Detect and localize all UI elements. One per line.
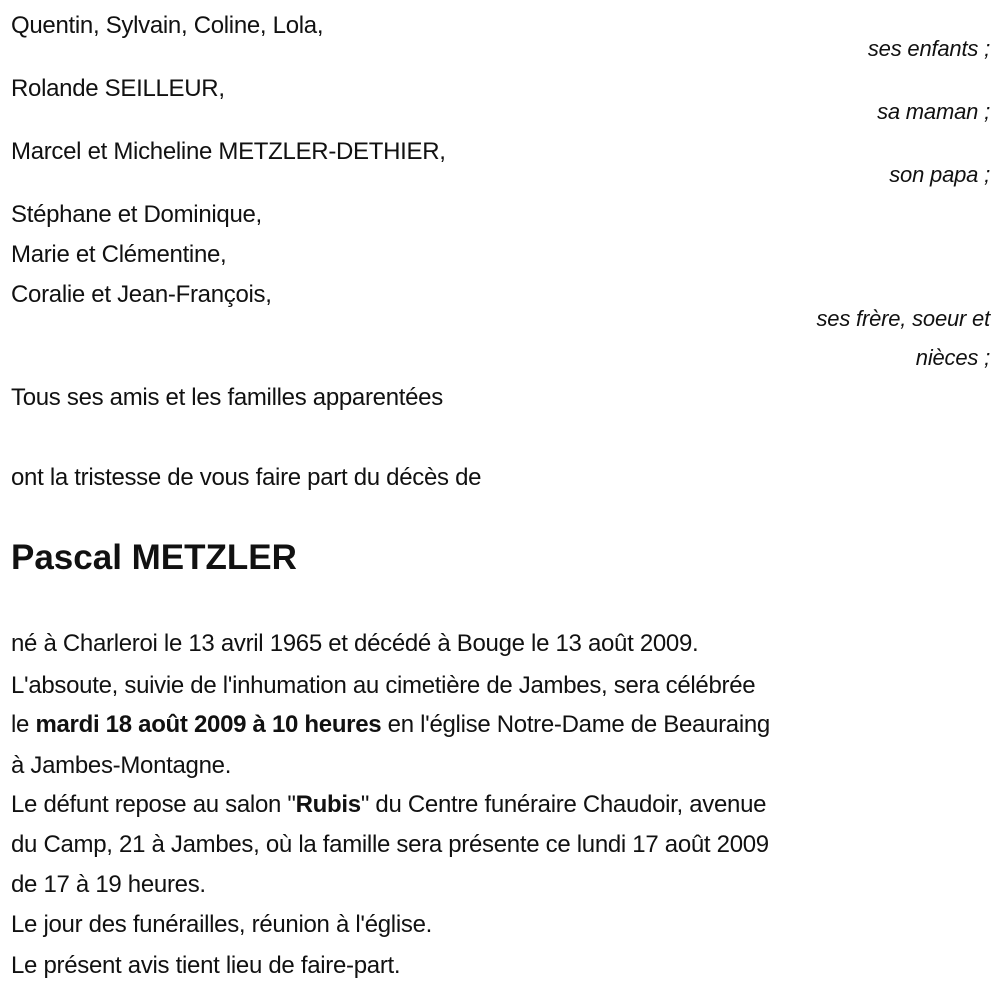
friends-line: Tous ses amis et les familles apparentées [11,384,443,411]
father-role: son papa ; [889,162,990,187]
father-names: Marcel et Micheline METZLER-DETHIER, [11,138,446,165]
sibling-name: Marie et Clémentine, [11,241,227,268]
deceased-name: Pascal METZLER [11,538,297,577]
address-line: du Camp, 21 à Jambes, où la famille sera présente ce lundi 17 août 2009 [11,831,769,858]
visiting-hours: de 17 à 19 heures. [11,871,206,898]
sibling-name: Coralie et Jean-François, [11,281,272,308]
ceremony-line [11,711,770,739]
mother-name: Rolande SEILLEUR, [11,75,225,102]
ceremony-suffix: en l'église Notre-Dame de Beauraing [381,711,770,738]
repose-suffix: " du Centre funéraire Chaudoir, avenue [360,791,767,818]
announcement: ont la tristesse de vous faire part du décès de [11,464,482,491]
repose-prefix: Le défunt repose au salon " [11,791,296,818]
sibling-name: Stéphane et Dominique, [11,201,262,228]
children-names: Quentin, Sylvain, Coline, Lola, [11,12,324,39]
meeting-line: Le jour des funérailles, réunion à l'église. [11,911,432,938]
ceremony-date: mardi 18 août 2009 à 10 heures [35,711,382,738]
salon-name: Rubis [295,791,361,818]
absoute-line: L'absoute, suivie de l'inhumation au cimetière de Jambes, sera célébrée [11,672,756,699]
ceremony-place-end: à Jambes-Montagne. [11,752,232,779]
siblings-role: ses frère, soeur et [816,306,990,331]
ceremony-prefix: le [11,711,36,738]
notice-line: Le présent avis tient lieu de faire-part. [11,952,401,979]
birth-death-line: né à Charleroi le 13 avril 1965 et décédé à Bouge le 13 août 2009. [11,630,699,657]
mother-role: sa maman ; [877,99,990,124]
children-role: ses enfants ; [867,36,990,61]
repose-line [11,791,766,819]
siblings-role-cont: nièces ; [915,345,990,370]
